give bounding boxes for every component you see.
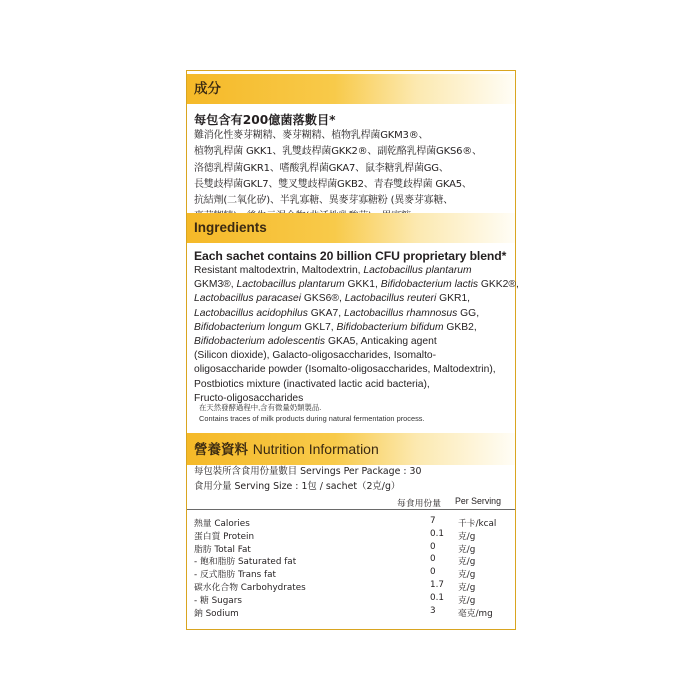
nutrient-value: 0.1 (430, 528, 444, 539)
nutrition-row (194, 593, 510, 606)
nutrition-row (194, 554, 510, 567)
allergen-note-en: Contains traces of milk products during natural fermentation process. (199, 414, 425, 423)
nutrient-name: - 反式脂肪 Trans fat (194, 570, 276, 581)
nutrient-unit: 千卡/kcal (458, 519, 497, 529)
en-ingredient-line: GKM3®, Lactobacillus plantarum GKK1, Bifidobacterium lactis GKK2®, (194, 279, 519, 291)
zh-ingredient-line: 抗結劑(二氧化矽)、半乳寡糖、異麥芽寡糖粉 (異麥芽寡糖、 (194, 195, 454, 207)
nutrient-value: 0 (430, 554, 436, 565)
zh-ingredient-line: 長雙歧桿菌GKL7、雙叉雙歧桿菌GKB2、青春雙歧桿菌 GKA5、 (194, 178, 472, 190)
zh-ingredients-header: 成分 (187, 74, 515, 104)
nutrition-row (194, 516, 510, 529)
nutrition-row (194, 542, 510, 555)
en-ingredients-text (194, 264, 519, 406)
nutrient-value: 0 (430, 541, 436, 552)
en-ingredient-line: Lactobacillus acidophilus GKA7, Lactobacillus rhamnosus GG, (194, 307, 480, 319)
en-ingredient-line: oligosaccharide powder (Isomalto-oligosaccharides, Maltodextrin), (194, 364, 496, 376)
nutrient-unit: 克/g (458, 570, 476, 581)
nutrient-value: 3 (430, 605, 436, 616)
nutrition-header-en: Nutrition Information (252, 441, 379, 457)
nutrition-column-header (187, 495, 515, 510)
en-ingredient-line: Bifidobacterium adolescentis GKA5, Anticaking agent (194, 336, 437, 348)
en-ingredient-line: Lactobacillus paracasei GKS6®, Lactobacillus reuteri GKR1, (194, 293, 471, 305)
per-serving-en: Per Serving (455, 496, 501, 506)
zh-blend-title: 每包含有200億菌落數目* (194, 113, 336, 127)
nutrition-table (194, 516, 510, 618)
nutrition-row (194, 529, 510, 542)
nutrient-unit: 克/g (458, 595, 476, 606)
nutrient-name: 熱量 Calories (194, 519, 250, 529)
serving-size: 食用分量 Serving Size : 1包 / sachet（2克/g） (194, 481, 401, 492)
nutrient-name: 鈉 Sodium (194, 608, 239, 619)
nutrition-header-zh: 營養資料 (194, 442, 248, 458)
allergen-note-zh: 在天然發酵過程中,含有微量奶類製品. (199, 403, 322, 412)
nutrient-unit: 克/g (458, 531, 476, 542)
nutrient-unit: 克/g (458, 557, 476, 568)
nutrition-row (194, 567, 510, 580)
nutrition-header (187, 433, 515, 465)
en-ingredient-line: Bifidobacterium longum GKL7, Bifidobacterium bifidum GKB2, (194, 321, 477, 333)
zh-ingredient-line: 洛德乳桿菌GKR1、嗜酸乳桿菌GKA7、鼠李糖乳桿菌GG、 (194, 162, 449, 174)
nutrition-row (194, 580, 510, 593)
zh-ingredient-line: 難消化性麥芽糊精、麥芽糊精、植物乳桿菌GKM3®、 (194, 130, 429, 141)
nutrient-name: 碳水化合物 Carbohydrates (194, 582, 306, 593)
en-ingredients-header: Ingredients (187, 213, 515, 243)
nutrition-row (194, 606, 510, 619)
en-ingredient-line: Postbiotics mixture (inactivated lactic acid bacteria), (194, 378, 430, 390)
servings-per-package: 每包裝所含食用份量數目 Servings Per Package : 30 (194, 466, 422, 477)
en-ingredient-line: Resistant maltodextrin, Maltodextrin, Lactobacillus plantarum (194, 265, 472, 276)
nutrient-name: 蛋白質 Protein (194, 531, 255, 542)
nutrient-unit: 克/g (458, 582, 476, 593)
allergen-note (199, 402, 425, 424)
nutrient-unit: 毫克/mg (458, 608, 493, 619)
nutrient-value: 0.1 (430, 592, 444, 603)
en-blend-title: Each sachet contains 20 billion CFU proprietary blend* (194, 249, 507, 263)
en-ingredient-line: Fructo-oligosaccharides (194, 392, 304, 404)
nutrient-value: 0 (430, 567, 436, 578)
serving-info (194, 464, 421, 494)
zh-ingredient-line: 植物乳桿菌 GKK1、乳雙歧桿菌GKK2®、副乾酪乳桿菌GKS6®、 (194, 146, 482, 158)
nutrient-value: 7 (430, 516, 436, 526)
nutrient-name: - 飽和脂肪 Saturated fat (194, 557, 297, 568)
nutrient-name: - 糖 Sugars (194, 595, 242, 606)
label-panel (186, 70, 519, 630)
zh-ingredients-text (194, 128, 512, 226)
per-serving-zh: 每食用份量 (397, 499, 441, 509)
nutrient-name: 脂肪 Total Fat (194, 544, 251, 555)
nutrient-unit: 克/g (458, 544, 476, 555)
en-ingredient-line: (Silicon dioxide), Galacto-oligosaccharides, Isomalto- (194, 350, 437, 362)
nutrient-value: 1.7 (430, 579, 444, 590)
